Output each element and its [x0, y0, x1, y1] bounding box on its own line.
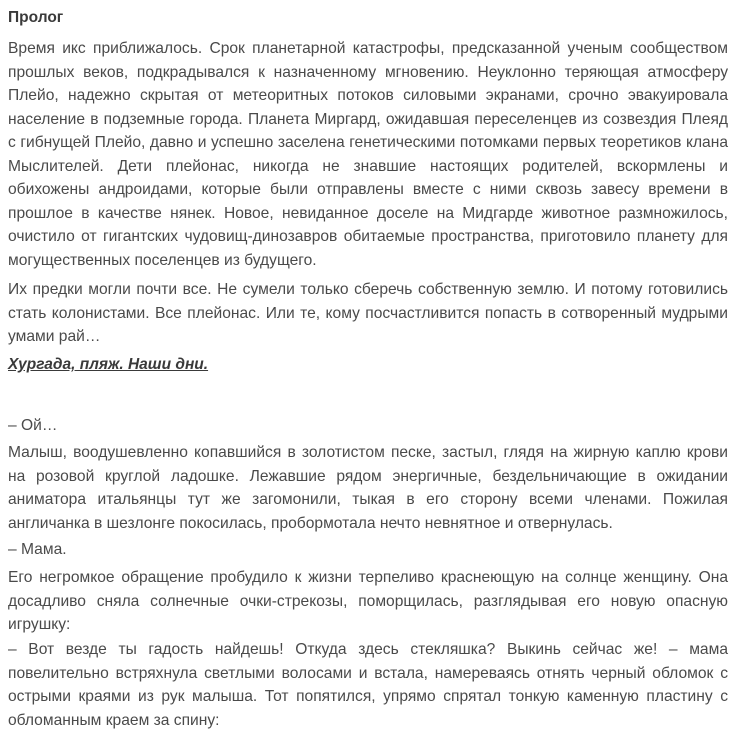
- paragraph-dialogue-mother: – Вот везде ты гадость найдешь! Откуда здесь стекляшка? Выкинь сейчас же! – мама повелительно встряхнула светлыми волосами и встала, намереваясь отнять черный обломок с острыми краями из рук малыша. Тот попятился, упрямо спрятал тонкую каменную пластину с обломанным краем за спину:: [8, 641, 728, 729]
- paragraph-prologue-1: Время икс приближалось. Срок планетарной катастрофы, предсказанной ученым сообществом прошлых веков, подкрадывался к назначенному мгновению. Неуклонно теряющая атмосферу Плейо, надежно скрытая от метеоритных потоков силовыми экранами, срочно эвакуировала население в подземные города. Планета Миргард, ожидавшая переселенцев из созвездия Плеяд с гибнущей Плейо, давно и успешно заселена генетическими потомками первых теоретиков клана Мыслителей. Дети плейонас, никогда не знавшие настоящих родителей, вскормлены и обихожены андроидами, которые были отправлены вместе с ними сквозь завесу времени в прошлое в качестве нянек. Новое, невиданное доселе на Мидгарде животное размножилось, очистило от гигантских чудовищ-динозавров обитаемые пространства, приготовило планету для могущественных поселенцев из будущего.: [8, 40, 728, 269]
- chapter-title: Пролог: [8, 9, 64, 26]
- scene-subheading: Хургада, пляж. Наши дни.: [8, 356, 209, 373]
- paragraph-prologue-2: Их предки могли почти все. Не сумели только сберечь собственную землю. И потому готовились стать колонистами. Все плейонас. Или те, кому посчастливится попасть в сотворенный мудрыми умами рай…: [8, 281, 728, 345]
- paragraph-child: Малыш, воодушевленно копавшийся в золотистом песке, застыл, глядя на жирную каплю крови на розовой круглой ладошке. Лежавшие рядом энергичные, бездельничающие в ожидании аниматора итальянцы тут же загомонили, тыкая в его сторону всеми членами. Пожилая англичанка в шезлонге покосилась, пробормотала нечто невнятное и отвернулась.: [8, 444, 728, 532]
- paragraph-mother: Его негромкое обращение пробудило к жизни терпеливо краснеющую на солнце женщину. Она досадливо сняла солнечные очки-стрекозы, поморщилась, разглядывая его новую опасную игрушку:: [8, 569, 728, 633]
- paragraph-dialogue-oy: – Ой…: [8, 417, 58, 434]
- paragraph-dialogue-mama: – Мама.: [8, 541, 67, 558]
